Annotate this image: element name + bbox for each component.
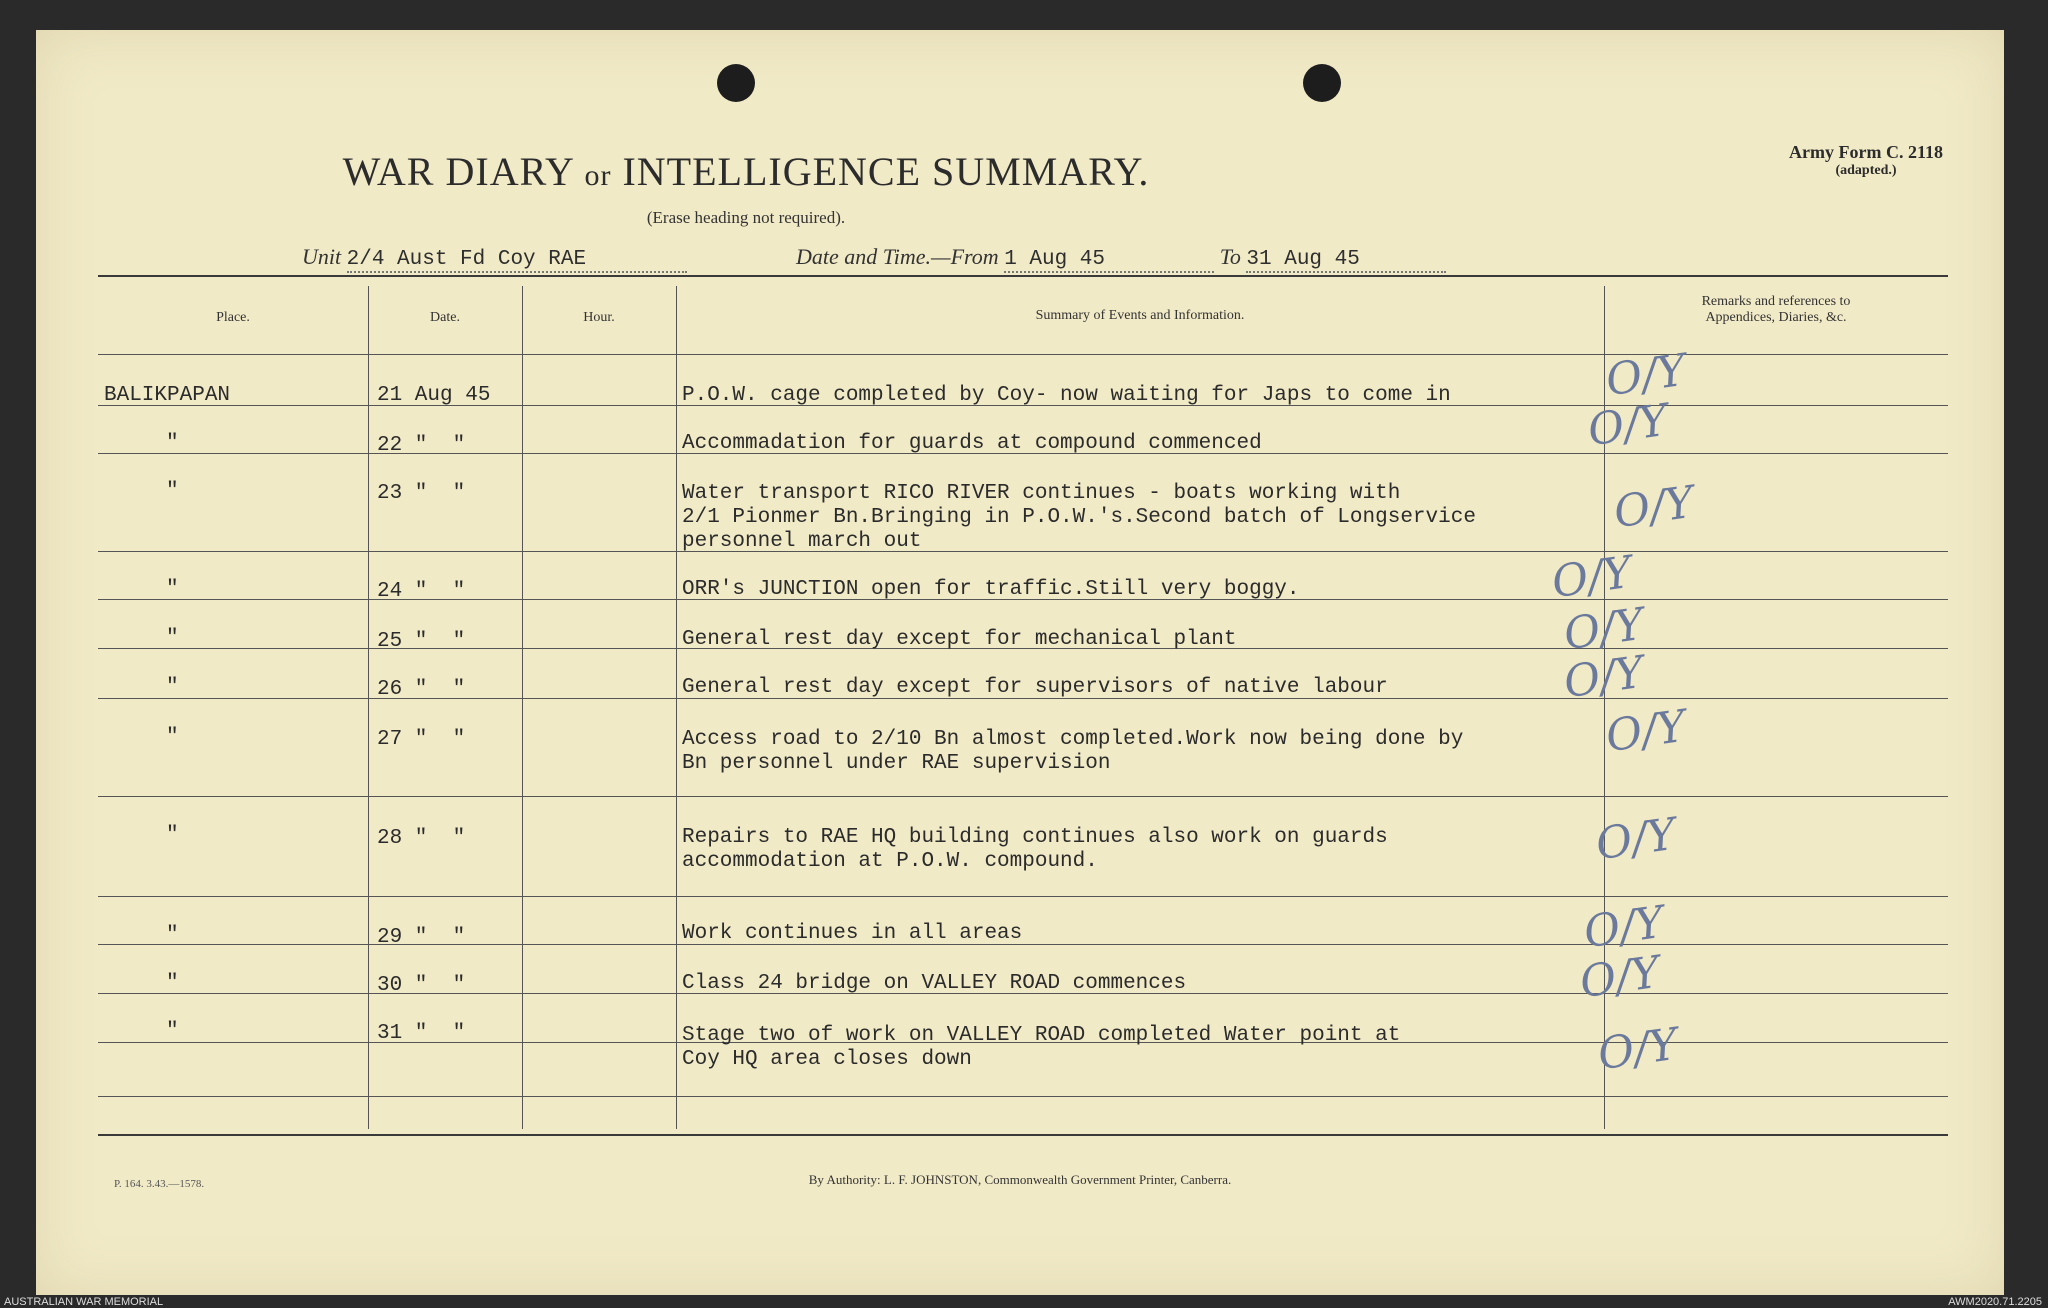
printer-authority: By Authority: L. F. JOHNSTON, Commonwealth Government Printer, Canberra. [808, 1172, 1232, 1187]
summary-cell: Repairs to RAE HQ building continues also work on guards accommodation at P.O.W. compound. [682, 826, 1388, 873]
date-cell: 21 Aug 45 [377, 384, 491, 407]
place-cell: " [166, 627, 179, 650]
unit-value: 2/4 Aust Fd Coy RAE [347, 248, 687, 273]
army-form-label: Army Form C. 2118 (adapted.) [1789, 142, 1943, 178]
handwritten-initials: O/Y [1560, 646, 1648, 709]
page-title: WAR DIARY or INTELLIGENCE SUMMARY. [342, 149, 1150, 194]
punch-hole [717, 64, 755, 102]
ruled-line [98, 796, 1948, 797]
date-cell: 26 " " [377, 678, 466, 701]
print-code: P. 164. 3.43.—1578. [114, 1178, 205, 1190]
ruled-line [98, 1096, 1948, 1097]
handwritten-initials: O/Y [1594, 1018, 1682, 1081]
place-cell: " [166, 972, 179, 995]
handwritten-initials: O/Y [1592, 808, 1680, 871]
handwritten-initials: O/Y [1576, 946, 1664, 1009]
handwritten-initials: O/Y [1602, 700, 1690, 763]
date-cell: 31 " " [377, 1022, 466, 1045]
column-header-remarks: Remarks and references to Appendices, Diaries, &c. [1701, 294, 1851, 325]
handwritten-initials: O/Y [1548, 546, 1636, 609]
summary-cell: Stage two of work on VALLEY ROAD completed Water point at Coy HQ area closes down [682, 1024, 1401, 1071]
column-header-date: Date. [430, 310, 460, 325]
date-cell: 28 " " [377, 827, 466, 850]
handwritten-initials: O/Y [1580, 896, 1668, 959]
handwritten-initials: O/Y [1610, 476, 1698, 539]
table-bottom-rule [98, 1134, 1948, 1136]
date-cell: 22 " " [377, 434, 466, 457]
summary-cell: Class 24 bridge on VALLEY ROAD commences [682, 972, 1187, 995]
archive-id: AWM2020.71.2205 [1948, 1296, 2042, 1308]
column-header-hour: Hour. [583, 310, 615, 325]
punch-hole [1303, 64, 1341, 102]
date-cell: 30 " " [377, 974, 466, 997]
column-divider [676, 286, 677, 1129]
page-subtitle: (Erase heading not required). [646, 208, 846, 227]
column-divider [522, 286, 523, 1129]
summary-cell: General rest day except for supervisors of native labour [682, 676, 1388, 699]
place-cell: " [166, 432, 179, 455]
handwritten-initials: O/Y [1560, 598, 1648, 661]
summary-cell: Access road to 2/10 Bn almost completed.Work now being done by Bn personnel under RAE supervision [682, 728, 1464, 775]
place-cell: " [166, 1020, 179, 1043]
summary-cell: Work continues in all areas [682, 922, 1023, 945]
archive-credit: AUSTRALIAN WAR MEMORIAL [4, 1296, 164, 1308]
diary-page [36, 30, 2004, 1295]
summary-cell: Water transport RICO RIVER continues - boats working with 2/1 Pionmer Bn.Bringing in P.O.W.'s.Second batch of Longservice personnel march out [682, 482, 1476, 553]
place-cell: BALIKPAPAN [104, 384, 231, 407]
from-date: 1 Aug 45 [1004, 248, 1214, 273]
place-cell: " [166, 824, 179, 847]
ruled-line [98, 944, 1948, 945]
handwritten-initials: O/Y [1602, 344, 1690, 407]
date-cell: 25 " " [377, 630, 466, 653]
date-cell: 23 " " [377, 482, 466, 505]
date-range-field: Date and Time.—From 1 Aug 45 To 31 Aug 45 [796, 244, 1446, 273]
to-date: 31 Aug 45 [1246, 248, 1446, 273]
handwritten-initials: O/Y [1584, 394, 1672, 457]
unit-field: Unit 2/4 Aust Fd Coy RAE [302, 244, 687, 273]
ruled-line [98, 896, 1948, 897]
summary-cell: General rest day except for mechanical plant [682, 628, 1237, 651]
summary-cell: P.O.W. cage completed by Coy- now waiting for Japs to come in [682, 384, 1451, 407]
column-header-place: Place. [216, 310, 250, 325]
date-cell: 24 " " [377, 580, 466, 603]
place-cell: " [166, 578, 179, 601]
place-cell: " [166, 924, 179, 947]
column-divider [368, 286, 369, 1129]
date-cell: 27 " " [377, 728, 466, 751]
place-cell: " [166, 676, 179, 699]
column-header-summary: Summary of Events and Information. [1035, 308, 1245, 323]
place-cell: " [166, 726, 179, 749]
table-top-rule [98, 275, 1948, 277]
date-cell: 29 " " [377, 926, 466, 949]
place-cell: " [166, 480, 179, 503]
summary-cell: ORR's JUNCTION open for traffic.Still very boggy. [682, 578, 1300, 601]
summary-cell: Accommadation for guards at compound commenced [682, 432, 1262, 455]
